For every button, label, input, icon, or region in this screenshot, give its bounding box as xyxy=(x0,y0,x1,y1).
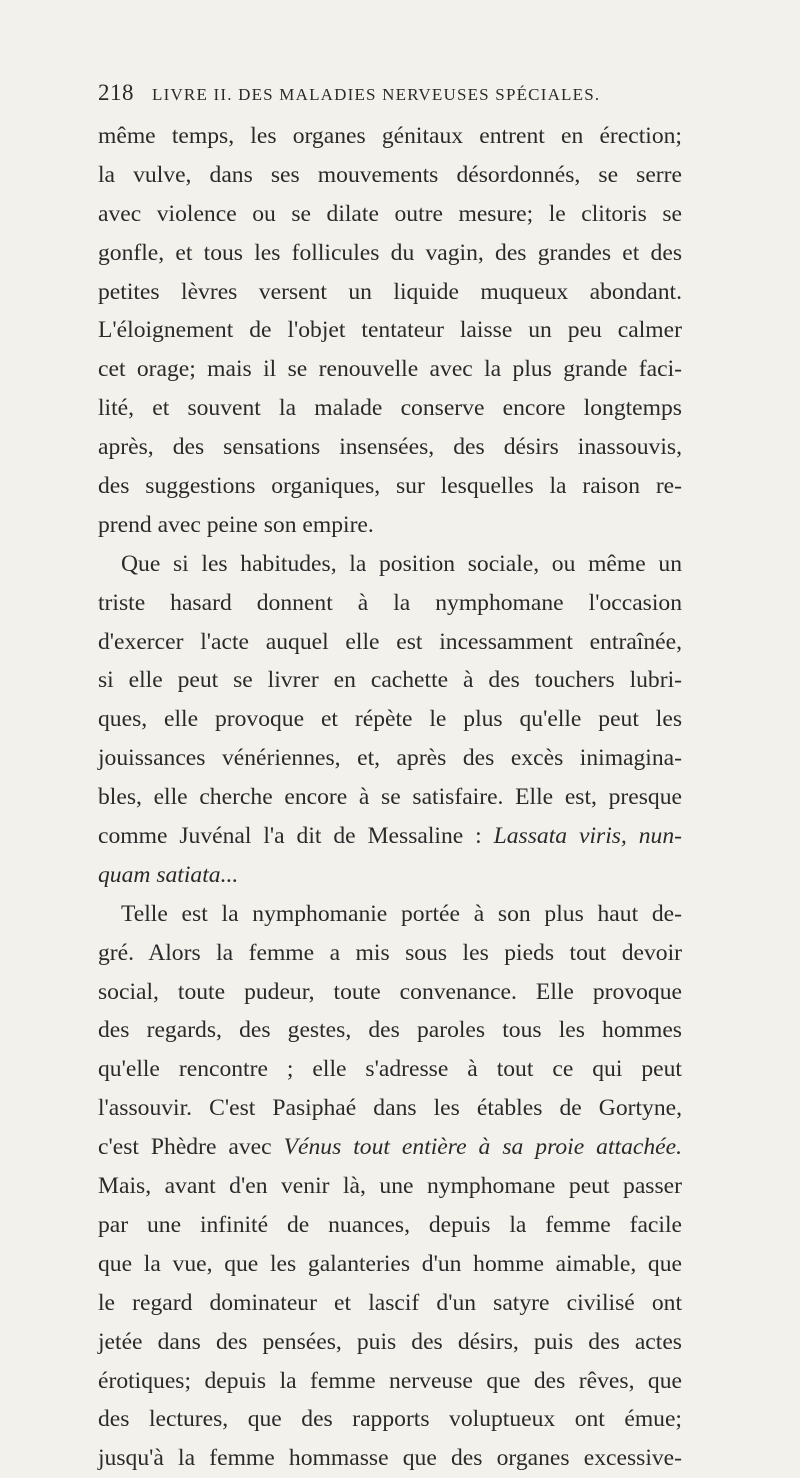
running-head-title: LIVRE II. DES MALADIES NERVEUSES SPÉCIALES. xyxy=(152,85,601,104)
text-line: qu'elle rencontre ; elle s'adresse à tout ce qui peut xyxy=(98,1056,682,1083)
text-line: gré. Alors la femme a mis sous les pieds tout devoir xyxy=(98,939,682,966)
text-line: érotiques; depuis la femme nerveuse que des rêves, que xyxy=(98,1367,682,1394)
text-line: jetée dans des pensées, puis des désirs, puis des actes xyxy=(98,1328,682,1355)
text-line: comme Juvénal l'a dit de Messaline : Lassata viris, nun- xyxy=(98,823,683,850)
text-line: L'éloignement de l'objet tentateur laisse un peu calmer xyxy=(98,317,682,344)
text-line: Que si les habitudes, la position sociale, ou même un xyxy=(121,550,682,577)
text-line: lité, et souvent la malade conserve encore longtemps xyxy=(98,395,682,422)
text-line: triste hasard donnent à la nymphomane l'occasion xyxy=(98,589,682,616)
text-line: après, des sensations insensées, des désirs inassouvis, xyxy=(98,434,682,461)
text-line: d'exercer l'acte auquel elle est incessamment entraînée, xyxy=(98,628,682,655)
text-line: ques, elle provoque et répète le plus qu'elle peut les xyxy=(98,706,682,733)
text-line: des regards, des gestes, des paroles tous les hommes xyxy=(98,1017,682,1044)
text-line: l'assouvir. C'est Pasiphaé dans les étables de Gortyne, xyxy=(98,1095,682,1122)
italic-quote: Vénus tout entière à sa proie attachée. xyxy=(283,1134,682,1161)
text-line: social, toute pudeur, toute convenance. Elle provoque xyxy=(98,978,682,1005)
text-line: avec violence ou se dilate outre mesure; le clitoris se xyxy=(98,200,682,227)
text-line: c'est Phèdre avec Vénus tout entière à sa proie attachée. xyxy=(98,1134,682,1161)
page-number: 218 xyxy=(98,80,134,105)
text-line: même temps, les organes génitaux entrent en érection; xyxy=(98,123,682,149)
text-line: gonfle, et tous les follicules du vagin, des grandes et des xyxy=(98,239,682,266)
text-line: petites lèvres versent un liquide muqueux abondant. xyxy=(98,278,682,305)
text-line: jouissances vénériennes, et, après des excès inimagina- xyxy=(98,745,682,772)
text-line: la vulve, dans ses mouvements désordonnés, se serre xyxy=(98,161,682,188)
text-line: cet orage; mais il se renouvelle avec la plus grande faci- xyxy=(98,356,682,383)
italic-quote: Lassata viris, nun- xyxy=(493,823,683,850)
text-line: si elle peut se livrer en cachette à des touchers lubri- xyxy=(98,667,682,694)
body-text xyxy=(98,117,682,1478)
text-line: jusqu'à la femme hommasse que des organes excessive- xyxy=(98,1445,682,1472)
text-line: Mais, avant d'en venir là, une nymphomane peut passer xyxy=(98,1173,682,1200)
text-line: Telle est la nymphomanie portée à son plus haut de- xyxy=(121,900,682,927)
text-line xyxy=(98,856,682,895)
text-line: bles, elle cherche encore à se satisfaire. Elle est, presque xyxy=(98,784,682,811)
text-line: que la vue, que les galanteries d'un homme aimable, que xyxy=(98,1250,682,1277)
text-line: des lectures, que des rapports voluptueux ont émue; xyxy=(98,1406,682,1433)
text-line: prend avec peine son empire. xyxy=(98,511,374,538)
text-line: par une infinité de nuances, depuis la femme facile xyxy=(98,1211,682,1238)
running-head xyxy=(98,80,678,110)
italic-quote: quam satiata... xyxy=(98,861,239,888)
text-line: des suggestions organiques, sur lesquelles la raison re- xyxy=(98,473,682,500)
text-line: le regard dominateur et lascif d'un satyre civilisé ont xyxy=(98,1289,682,1316)
